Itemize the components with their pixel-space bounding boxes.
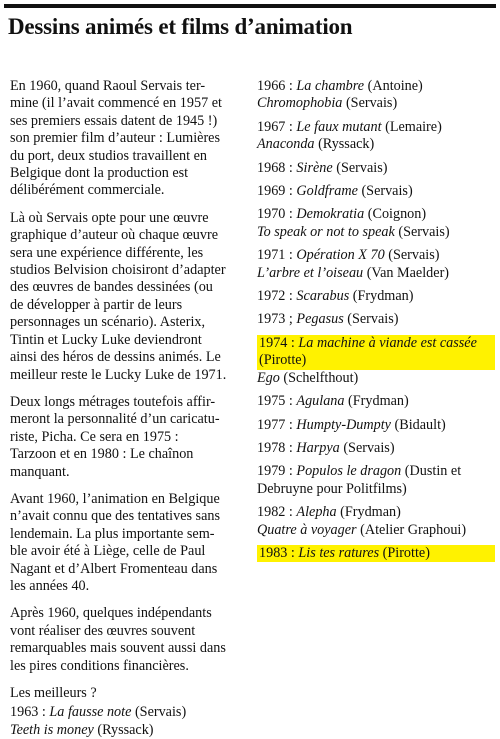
text-line: Après 1960, quelques indépendants bbox=[10, 605, 212, 622]
text-line: du port, deux studios travaillent en bbox=[10, 147, 208, 164]
film-entry bbox=[257, 136, 495, 153]
entry-year: 1963 : bbox=[10, 704, 50, 721]
film-entry bbox=[257, 463, 495, 480]
text-line: lendemain. La plus importante sem- bbox=[10, 525, 215, 542]
text-line: meilleur reste le Lucky Luke de 1971. bbox=[10, 366, 227, 383]
film-entry bbox=[257, 481, 495, 498]
text-line: riste, Picha. Ce sera en 1975 : bbox=[10, 428, 179, 445]
entry-author: (Servais) bbox=[332, 159, 388, 176]
entry-author: (Frydman) bbox=[344, 393, 409, 410]
entry-author: Debruyne pour Politfilms) bbox=[257, 480, 407, 497]
text-line: remarquables mais souvent aussi dans bbox=[10, 640, 226, 657]
entry-title: Demokratia bbox=[296, 206, 365, 223]
entry-year: 1971 : bbox=[257, 247, 297, 264]
highlighted-entry bbox=[257, 545, 495, 562]
text-line: délibérément commerciale. bbox=[10, 182, 165, 199]
entry-title: Harpya bbox=[296, 439, 340, 456]
entry-title: Scarabus bbox=[296, 288, 350, 305]
entry-year: 1974 : bbox=[259, 334, 299, 351]
entry-title: Anaconda bbox=[257, 136, 315, 153]
entry-year: 1977 : bbox=[257, 416, 297, 433]
film-entry bbox=[257, 393, 495, 410]
film-entry bbox=[257, 78, 495, 95]
entry-title: Sirène bbox=[296, 159, 333, 176]
entry-author: (Van Maelder) bbox=[363, 264, 450, 281]
top-rule bbox=[4, 4, 496, 8]
film-entry bbox=[257, 119, 495, 136]
text-line: ble avoir été à Liège, celle de Paul bbox=[10, 543, 206, 560]
text-line: les pires conditions financières. bbox=[10, 657, 189, 674]
text-line: vont réaliser des œuvres souvent bbox=[10, 622, 196, 639]
text-line: En 1960, quand Raoul Servais ter- bbox=[10, 78, 206, 94]
film-entry bbox=[257, 160, 495, 177]
film-entry bbox=[257, 504, 495, 521]
entry-author: (Servais) bbox=[339, 439, 395, 456]
text-line: n’avait connu que des tentatives sans bbox=[10, 508, 220, 525]
film-entry bbox=[10, 722, 250, 739]
entry-title: Ego bbox=[257, 369, 280, 386]
text-line: Tarzoon et en 1980 : Le chaînon bbox=[10, 446, 194, 463]
entry-author: (Pirotte) bbox=[259, 352, 307, 369]
text-line: Là où Servais opte pour une œuvre bbox=[10, 209, 209, 226]
page-title: Dessins animés et films d’animation bbox=[8, 14, 353, 39]
entry-year: 1973 ; bbox=[257, 311, 297, 328]
entry-author: (Lemaire) bbox=[381, 118, 442, 135]
entry-title: To speak or not to speak bbox=[257, 223, 395, 240]
entry-author: (Pirotte) bbox=[379, 544, 430, 561]
text-line: graphique d’auteur où chaque œuvre bbox=[10, 227, 218, 244]
text-line: Avant 1960, l’animation en Belgique bbox=[10, 490, 220, 507]
text-line: Deux longs métrages toutefois affir- bbox=[10, 393, 216, 410]
entry-title: Le faux mutant bbox=[296, 118, 382, 135]
film-entry bbox=[257, 95, 495, 112]
entry-title: Populos le dragon bbox=[296, 463, 402, 480]
entry-title: Quatre à voyager bbox=[257, 521, 357, 538]
entry-year: 1979 : bbox=[257, 463, 297, 480]
entry-year: 1983 : bbox=[259, 544, 299, 561]
film-entry bbox=[257, 522, 495, 539]
film-entry bbox=[257, 352, 495, 369]
entry-title: Agulana bbox=[296, 393, 345, 410]
film-entry bbox=[257, 370, 495, 387]
entry-year: 1967 : bbox=[257, 118, 297, 135]
right-film-list bbox=[257, 78, 495, 562]
left-film-list bbox=[10, 704, 250, 739]
entry-title: Chromophobia bbox=[257, 95, 343, 112]
text-line: studios Belvision choisiront d’adapter bbox=[10, 262, 226, 279]
text-line: Nagant et d’Albert Fromenteau dans bbox=[10, 560, 218, 577]
text-line: de développer à partir de leurs bbox=[10, 296, 183, 313]
text-line: personnages un scénario). Asterix, bbox=[10, 314, 206, 331]
paragraph-intro bbox=[10, 78, 250, 200]
entry-title: Goldframe bbox=[296, 183, 358, 200]
text-line: ainsi des héros de dessins animés. Le bbox=[10, 349, 221, 366]
left-column bbox=[10, 78, 250, 739]
entry-title: La fausse note bbox=[49, 704, 132, 721]
paragraph-after-1960 bbox=[10, 605, 250, 675]
entry-author: (Antoine) bbox=[364, 78, 423, 94]
entry-title: Opération X 70 bbox=[296, 247, 385, 264]
text-line: mine (il l’avait commencé en 1957 et bbox=[10, 95, 222, 112]
paragraph-before-1960 bbox=[10, 491, 250, 595]
text-line: son premier film d’auteur : Lumières bbox=[10, 130, 220, 147]
entry-author: (Dustin et bbox=[401, 463, 462, 480]
entry-year: 1966 : bbox=[257, 78, 297, 94]
entry-title: Teeth is money bbox=[10, 721, 94, 738]
text-line: manquant. bbox=[10, 463, 70, 480]
entry-title: L’arbre et l’oiseau bbox=[257, 264, 364, 281]
text-line: des œuvres de bandes dessinées (ou bbox=[10, 279, 213, 296]
text-line: ses premiers essais datent de 1945 !) bbox=[10, 112, 218, 129]
entry-author: (Servais) bbox=[384, 247, 440, 264]
entry-title: La machine à viande est cassée bbox=[298, 334, 477, 351]
entry-title: Pegasus bbox=[296, 311, 344, 328]
entry-author: (Ryssack) bbox=[314, 136, 375, 153]
text-line: les années 40. bbox=[10, 577, 90, 594]
film-entry bbox=[257, 545, 495, 562]
entry-author: (Servais) bbox=[342, 95, 398, 112]
entry-year: 1975 : bbox=[257, 393, 297, 410]
entry-author: (Servais) bbox=[394, 223, 450, 240]
entry-year: 1972 : bbox=[257, 288, 297, 305]
entry-title: Humpty-Dumpty bbox=[296, 416, 391, 433]
film-entry bbox=[257, 265, 495, 282]
highlighted-entry bbox=[257, 335, 495, 370]
entry-author: (Frydman) bbox=[336, 504, 401, 521]
film-entry bbox=[257, 440, 495, 457]
film-entry bbox=[257, 311, 495, 328]
entry-title: La chambre bbox=[296, 78, 365, 94]
entry-title: Lis tes ratures bbox=[298, 544, 380, 561]
text-line: sera une expérience différente, les bbox=[10, 244, 204, 261]
best-heading: Les meilleurs ? bbox=[10, 685, 97, 701]
entry-year: 1969 : bbox=[257, 183, 297, 200]
entry-author: (Frydman) bbox=[349, 288, 414, 305]
entry-author: (Coignon) bbox=[364, 206, 427, 223]
text-line: meront la personnalité d’un caricatu- bbox=[10, 411, 220, 428]
entry-author: (Bidault) bbox=[390, 416, 446, 433]
entry-year: 1982 : bbox=[257, 504, 297, 521]
entry-year: 1968 : bbox=[257, 159, 297, 176]
paragraph-belvision bbox=[10, 210, 250, 384]
entry-title: Alepha bbox=[296, 504, 337, 521]
film-entry bbox=[257, 206, 495, 223]
entry-author: (Ryssack) bbox=[93, 721, 154, 738]
text-line: Belgique dont la production est bbox=[10, 165, 189, 182]
entry-author: (Servais) bbox=[357, 183, 413, 200]
entry-author: (Atelier Graphoui) bbox=[356, 521, 467, 538]
entry-author: (Servais) bbox=[131, 704, 187, 721]
film-entry bbox=[10, 704, 250, 721]
text-line: Tintin et Lucky Luke deviendront bbox=[10, 331, 202, 348]
film-entry bbox=[257, 224, 495, 241]
entry-author: (Schelfthout) bbox=[279, 369, 359, 386]
film-entry bbox=[257, 288, 495, 305]
entry-year: 1978 : bbox=[257, 439, 297, 456]
entry-year: 1970 : bbox=[257, 206, 297, 223]
entry-author: (Servais) bbox=[343, 311, 399, 328]
film-entry bbox=[257, 335, 495, 352]
film-entry bbox=[257, 247, 495, 264]
film-entry bbox=[257, 183, 495, 200]
paragraph-picha bbox=[10, 394, 250, 481]
film-entry bbox=[257, 417, 495, 434]
